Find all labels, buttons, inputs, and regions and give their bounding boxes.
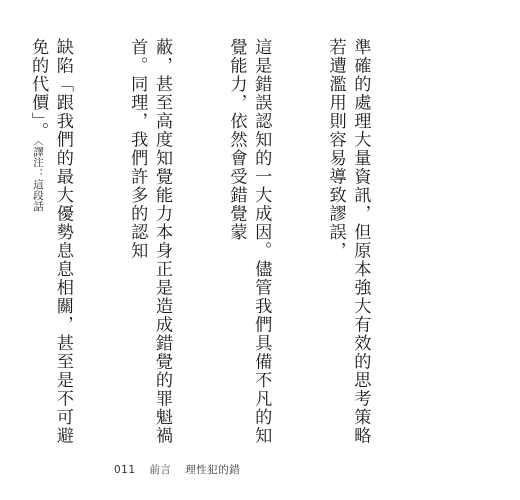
translator-note-start: 〈譯注：這段話 [32,140,45,212]
running-title: 理性犯的錯 [185,464,241,476]
section-name: 前言 [149,464,172,476]
text-column-4-main: 缺陷「跟我們的最大優勢息息相關，甚至是不可避免的代價」。 [28,38,73,445]
page-number: 011 [114,464,136,476]
page-footer [114,462,250,477]
vertical-body-text [28,38,422,454]
text-column-3: 蔽，甚至高度知覺能力本身正是造成錯覺的罪魁禍首。同理，我們許多的認知 [127,38,173,445]
text-column-2: 這是錯誤認知的一大成因。儘管我們具備不凡的知覺能力，依然會受錯覺蒙 [226,38,272,445]
text-column-1: 準確的處理大量資訊，但原本強大有效的思考策略若遭濫用則容易導致謬誤， [325,38,371,445]
text-column-4 [25,38,75,454]
